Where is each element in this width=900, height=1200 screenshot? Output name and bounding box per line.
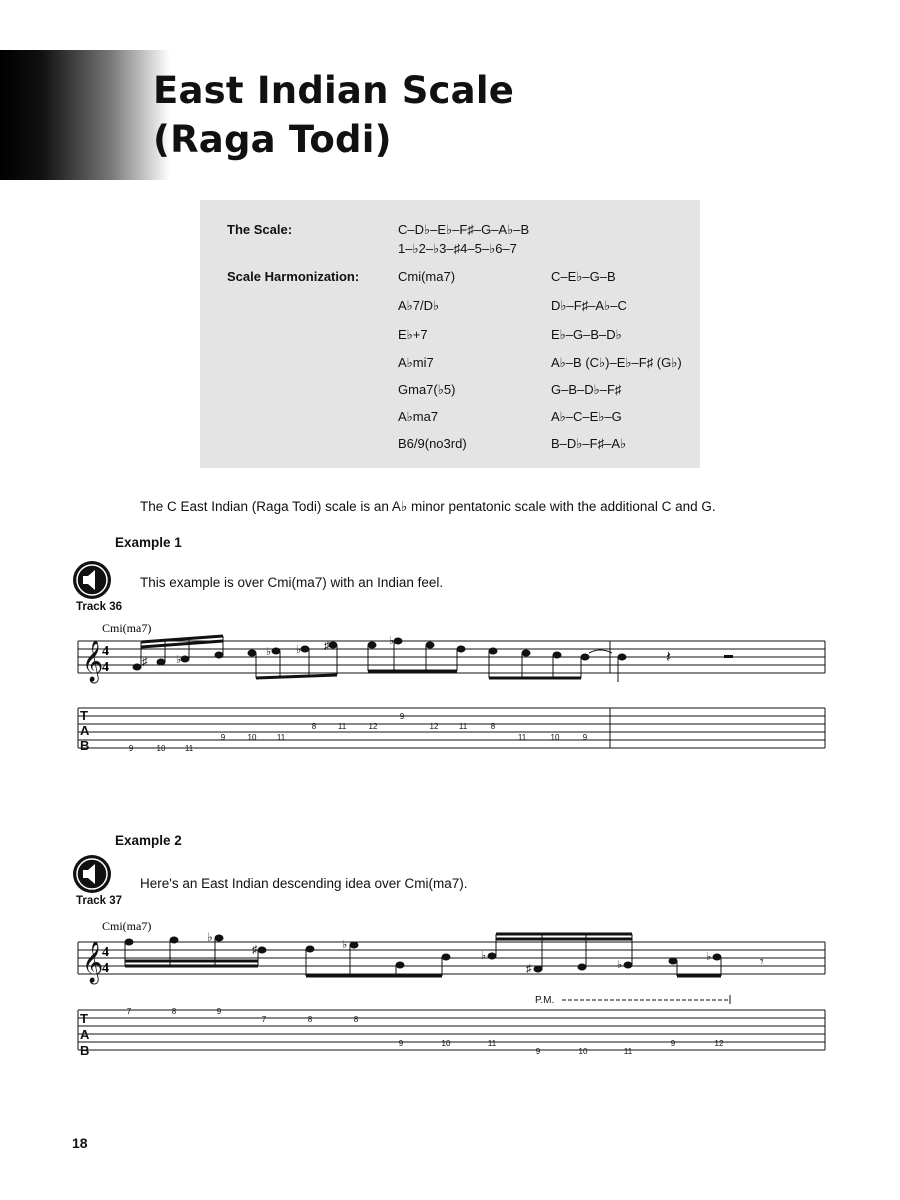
title-line-1: East Indian Scale — [153, 69, 515, 112]
svg-text:♯: ♯ — [324, 640, 330, 652]
track-36-label: Track 36 — [76, 601, 123, 613]
tab-number: 10 — [550, 733, 560, 742]
time-sig-top: 4 — [102, 644, 109, 659]
tab-number: 9 — [398, 1039, 404, 1048]
note — [624, 962, 632, 968]
tab-number: 9 — [216, 1007, 222, 1016]
chord-name: E♭+7 — [398, 327, 428, 342]
svg-text:♭: ♭ — [342, 939, 348, 951]
tab-number: 12 — [714, 1039, 724, 1048]
chord-notes: G–B–D♭–F♯ — [551, 382, 622, 397]
tab-number: 11 — [337, 722, 347, 731]
tab-number: 11 — [276, 733, 286, 742]
harmonization-label: Scale Harmonization: — [227, 269, 360, 284]
svg-text:♭: ♭ — [706, 951, 712, 963]
tab-number: 8 — [307, 1015, 313, 1024]
track-37-label: Track 37 — [76, 895, 123, 907]
note — [215, 935, 223, 941]
note — [713, 954, 721, 960]
tab-letter: B — [80, 738, 90, 753]
note — [578, 964, 586, 970]
palm-mute-label: P.M. — [535, 995, 555, 1006]
tab-number: 9 — [582, 733, 588, 742]
svg-text:♭: ♭ — [617, 959, 623, 971]
tab-number: 9 — [220, 733, 226, 742]
svg-text:♭: ♭ — [207, 930, 213, 944]
svg-text:♯: ♯ — [252, 944, 258, 956]
chord-notes: A♭–B (C♭)–E♭–F♯ (G♭) — [551, 355, 682, 370]
tab-number: 8 — [353, 1015, 359, 1024]
tab-number: 11 — [517, 733, 527, 742]
svg-text:♭: ♭ — [481, 950, 487, 962]
scale-notes: C–D♭–E♭–F♯–G–A♭–B — [398, 222, 530, 237]
example-1-label: Example 1 — [115, 535, 182, 550]
eighth-rest: 𝄾 — [760, 955, 764, 970]
tab-number: 9 — [670, 1039, 676, 1048]
svg-text:♯: ♯ — [526, 963, 532, 975]
tab-number: 8 — [490, 722, 496, 731]
tab-number: 10 — [441, 1039, 451, 1048]
note — [488, 953, 496, 959]
time-sig-top: 4 — [102, 945, 109, 960]
chord-name: B6/9(no3rd) — [398, 436, 467, 451]
example-1-text: This example is over Cmi(ma7) with an Indian feel. — [140, 575, 444, 590]
chord-symbol: Cmi(ma7) — [102, 919, 152, 933]
tab-letter: T — [80, 1011, 88, 1026]
chord-symbol: Cmi(ma7) — [102, 621, 152, 635]
note — [306, 946, 314, 952]
tab-number: 10 — [247, 733, 257, 742]
chord-name: A♭mi7 — [398, 355, 434, 370]
chord-name: A♭7/D♭ — [398, 298, 440, 313]
tab-number: 10 — [156, 744, 166, 753]
quarter-rest: 𝄽 — [666, 649, 671, 666]
example-2-label: Example 2 — [115, 833, 182, 848]
scale-degrees: 1–♭2–♭3–♯4–5–♭6–7 — [398, 241, 517, 256]
note — [396, 962, 404, 968]
chord-name: Cmi(ma7) — [398, 269, 456, 284]
tab-number: 12 — [368, 722, 378, 731]
tab-number: 8 — [171, 1007, 177, 1016]
chord-notes: E♭–G–B–D♭ — [551, 327, 622, 342]
chord-notes: B–D♭–F♯–A♭ — [551, 436, 627, 451]
tab-number: 8 — [311, 722, 317, 731]
scale-description: The C East Indian (Raga Todi) scale is an A♭ minor pentatonic scale with the additional C and G. — [140, 499, 716, 514]
tab-number: 7 — [261, 1015, 267, 1024]
treble-clef-icon: 𝄞 — [82, 942, 104, 982]
note — [350, 942, 358, 948]
tab-number: 9 — [128, 744, 134, 753]
page-number: 18 — [72, 1135, 88, 1151]
tab-number: 11 — [458, 722, 468, 731]
note — [125, 939, 133, 945]
tab-number: 11 — [184, 744, 194, 753]
time-sig-bottom: 4 — [102, 961, 109, 976]
chord-name: Gma7(♭5) — [398, 382, 456, 397]
example-2-text: Here's an East Indian descending idea over Cmi(ma7). — [140, 876, 468, 891]
svg-text:♭: ♭ — [176, 654, 182, 666]
tab-number: 11 — [623, 1047, 633, 1056]
chord-name: A♭ma7 — [398, 409, 439, 424]
note — [170, 937, 178, 943]
svg-text:♯: ♯ — [142, 656, 148, 668]
notes-ex2 — [125, 934, 764, 976]
title-line-2: (Raga Todi) — [153, 118, 392, 161]
svg-text:♭: ♭ — [296, 644, 302, 656]
tab-number: 12 — [429, 722, 439, 731]
chord-notes: D♭–F♯–A♭–C — [551, 298, 627, 313]
note — [442, 954, 450, 960]
tab-number: 11 — [487, 1039, 497, 1048]
tab-letter: T — [80, 708, 88, 723]
tab-number: 7 — [126, 1007, 132, 1016]
time-sig-bottom: 4 — [102, 660, 109, 675]
tab-number: 9 — [535, 1047, 541, 1056]
scale-label: The Scale: — [227, 222, 293, 237]
tab-letter: A — [80, 1027, 90, 1042]
svg-text:♭: ♭ — [266, 646, 272, 658]
svg-text:♭: ♭ — [389, 635, 395, 647]
treble-clef-icon: 𝄞 — [82, 641, 104, 681]
chord-notes: C–E♭–G–B — [551, 269, 616, 284]
chord-notes: A♭–C–E♭–G — [551, 409, 622, 424]
tab-letter: A — [80, 723, 90, 738]
tab-letter: B — [80, 1043, 90, 1058]
note — [669, 958, 677, 964]
tab-number: 9 — [399, 712, 405, 721]
note — [258, 947, 266, 953]
note — [534, 966, 542, 972]
tab-number: 10 — [578, 1047, 588, 1056]
